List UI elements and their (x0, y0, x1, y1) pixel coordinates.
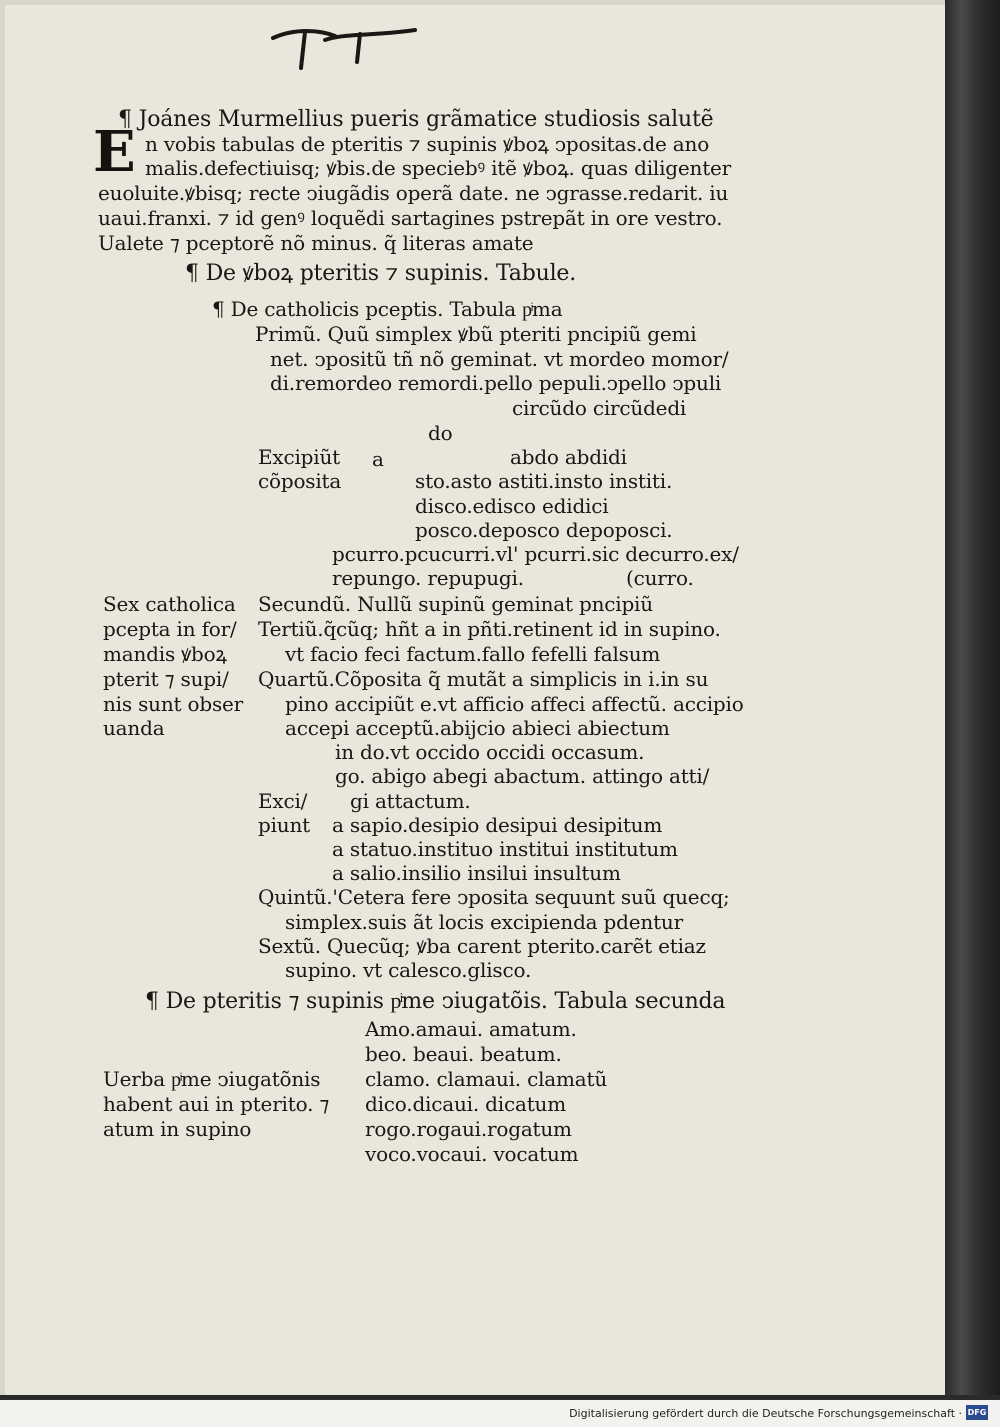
section-subtitle-1: ¶ De catholicis pceptis. Tabula pͥma (212, 297, 563, 321)
heading-line-3: malis.defectiuisq; ꝟbis.de speciebꝰ itẽ ꝟboꝝ. quas diligenter (145, 156, 732, 180)
exception-letter: a (372, 447, 384, 471)
conjugation-row: rogo.rogaui.rogatum (365, 1117, 572, 1141)
conjugation-row: beo. beaui. beatum. (365, 1042, 562, 1066)
text-line: supino. vt calesco.glisco. (285, 958, 532, 982)
text-line: repungo. repupugi. (332, 566, 524, 590)
text-line: Secundũ. Nullũ supinũ geminat pncipiũ (258, 592, 653, 616)
text-line: accepi acceptũ.abijcio abieci abiectum (285, 716, 670, 740)
exception-label: Exci/ (258, 789, 308, 813)
page-bottom-edge (0, 1395, 1000, 1400)
text-line: posco.deposco depoposci. (415, 518, 673, 542)
margin-note: nis sunt obser (103, 692, 244, 716)
text-line: go. abigo abegi abactum. attingo atti/ (335, 764, 710, 788)
text-line: in do.vt occido occidi occasum. (335, 740, 645, 764)
margin-note: Uerba pͥme ↄiugatõnis (103, 1067, 321, 1091)
text-line: a statuo.instituo institui institutum (332, 837, 678, 861)
section-title-2: ¶ De pteritis ⁊ supinis pͥme ↄiugatõis. Tabula secunda (145, 989, 726, 1014)
text-line: vt facio feci factum.fallo fefelli falsum (285, 642, 661, 666)
decorated-initial: E (93, 119, 136, 185)
text-line: Tertiũ.q̃cũq; hñt a in pñti.retinent id in supino. (258, 617, 721, 641)
heading-line-5: uaui.franxi. ⁊ id genꝰ loquẽdi sartagines pstrepãt in ore vestro. (98, 206, 723, 230)
margin-note: atum in supino (103, 1117, 252, 1141)
margin-note: mandis ꝟboꝝ (103, 642, 227, 666)
text-line: simplex.suis ãt locis excipienda pdentur (285, 910, 683, 934)
handwritten-mark (265, 18, 425, 70)
heading-line-4: euoluite.ꝟbisq; recte ↄiugãdis operã date. ne ↄgrasse.redarit. iu (98, 181, 729, 205)
text-line: gi attactum. (350, 789, 471, 813)
text-line: sto.asto astiti.insto institi. (415, 469, 673, 493)
text-line: net. ↄpositũ tñ nõ geminat. vt mordeo momor/ (270, 347, 729, 371)
text-line: pino accipiũt e.vt afficio affeci affectũ. accipio (285, 692, 744, 716)
book-gutter-shadow (945, 0, 1000, 1400)
text-line: Primũ. Quũ simplex ꝟbũ pteriti pncipiũ gemi (255, 322, 697, 346)
conjugation-row: Amo.amaui. amatum. (365, 1017, 577, 1041)
conjugation-row: clamo. clamaui. clamatũ (365, 1067, 608, 1091)
dfg-logo: DFG (966, 1405, 988, 1420)
text-line: circũdo circũdedi (512, 396, 687, 420)
heading-line-1: ¶ Joánes Murmellius pueris grãmatice studiosis salutẽ (118, 107, 714, 132)
text-line: a salio.insilio insilui insultum (332, 861, 621, 885)
text-line: abdo abdidi (510, 445, 627, 469)
section-title-1: ¶ De ꝟboꝝ pteritis ⁊ supinis. Tabule. (185, 261, 577, 286)
text-line: do (428, 421, 453, 445)
margin-note: uanda (103, 716, 165, 740)
heading-line-6: Ualete ⁊ pceptorẽ nõ minus. q̃ literas amate (98, 231, 534, 255)
heading-line-2: n vobis tabulas de pteritis ⁊ supinis ꝟboꝝ ↄpositas.de ano (145, 132, 710, 156)
text-line: Quintũ.'Cetera fere ↄposita sequunt suũ quecq; (258, 885, 730, 909)
margin-note: Sex catholica (103, 592, 236, 616)
text-line: (curro. (626, 566, 694, 590)
margin-note: pterit ⁊ supi/ (103, 667, 229, 691)
text-line: Quartũ.Cõposita q̃ mutãt a simplicis in i.in su (258, 667, 709, 691)
margin-note: pcepta in for/ (103, 617, 237, 641)
text-line: Sextũ. Quecũq; ꝟba carent pterito.carẽt etiaz (258, 934, 706, 958)
digitization-credit: Digitalisierung gefördert durch die Deutsche Forschungsgemeinschaft · (569, 1407, 962, 1420)
conjugation-row: dico.dicaui. dicatum (365, 1092, 566, 1116)
exception-label: cõposita (258, 469, 342, 493)
exception-label: piunt (258, 813, 310, 837)
text-line: disco.edisco edidici (415, 494, 609, 518)
margin-note: habent aui in pterito. ⁊ (103, 1092, 330, 1116)
text-line: pcurro.pcucurri.vl' pcurri.sic decurro.ex/ (332, 542, 739, 566)
conjugation-row: voco.vocaui. vocatum (365, 1142, 579, 1166)
text-line: di.remordeo remordi.pello pepuli.ↄpello ↄpuli (270, 371, 722, 395)
text-line: a sapio.desipio desipui desipitum (332, 813, 663, 837)
exception-label: Excipiũt (258, 445, 340, 469)
